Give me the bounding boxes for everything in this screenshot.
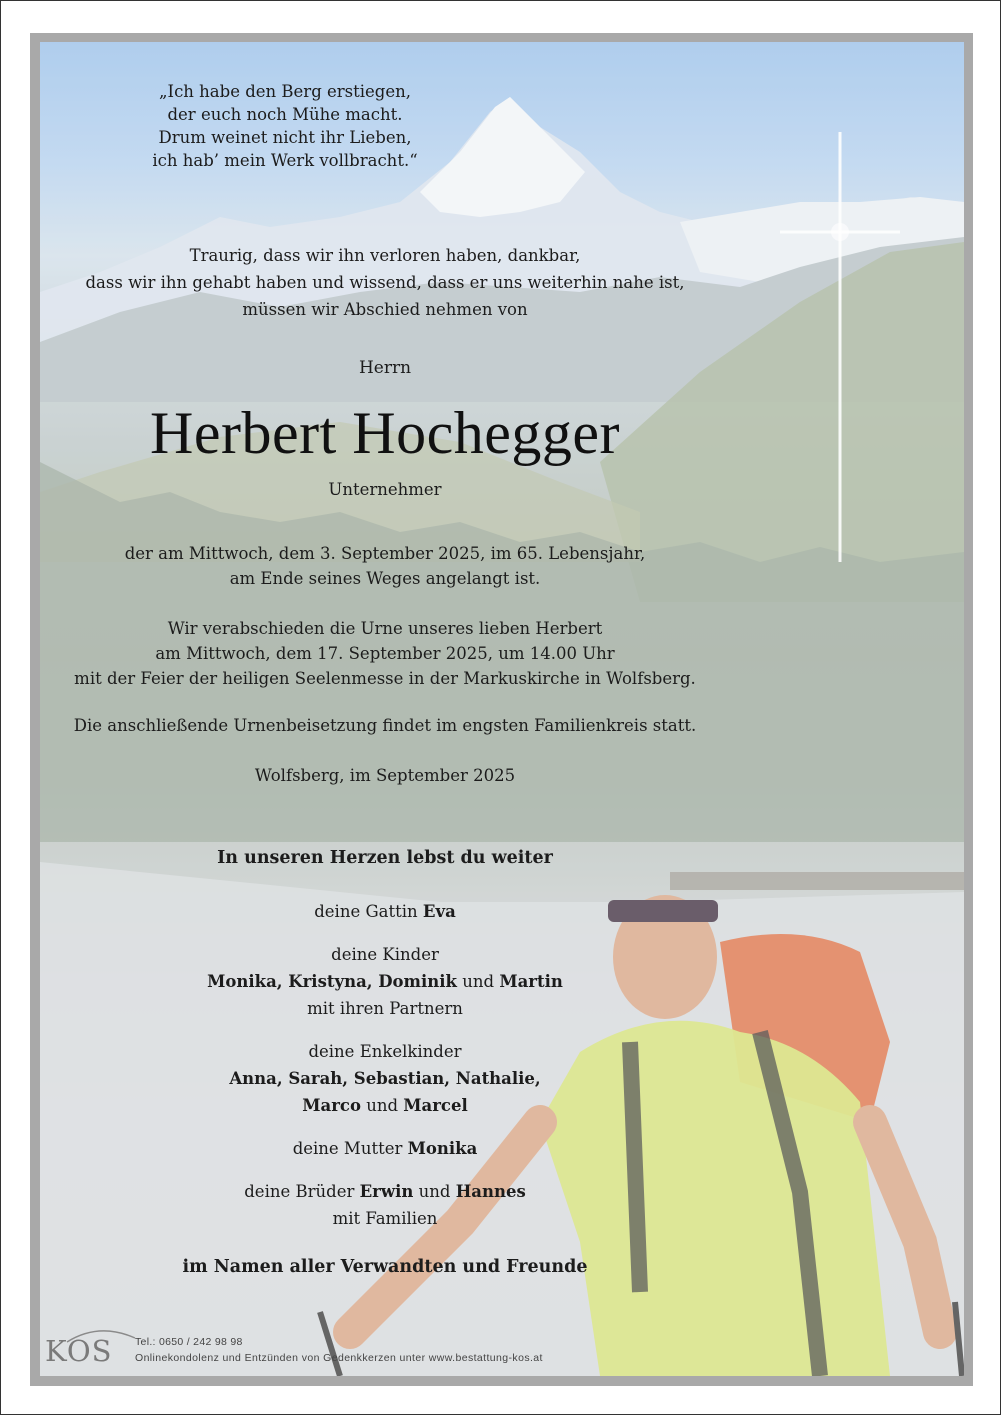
notice-panel xyxy=(40,42,964,1376)
death-notice xyxy=(40,541,730,591)
footer xyxy=(45,1332,605,1372)
deceased-name: Herbert Hochegger xyxy=(150,400,620,466)
burial-notice: Die anschließende Urnenbeisetzung findet im engsten Familienkreis statt. xyxy=(73,716,697,735)
grandchildren-label: deine Enkelkinder xyxy=(308,1042,462,1061)
grandchildren-and: und xyxy=(366,1096,399,1115)
brothers-prefix: deine Brüder xyxy=(244,1182,355,1201)
children-names-2: Martin xyxy=(499,972,563,991)
wife-name: Eva xyxy=(422,902,456,921)
brothers-line xyxy=(40,1178,730,1205)
place-date: Wolfsberg, im September 2025 xyxy=(254,766,516,785)
intro-line: dass wir ihn gehabt haben und wissend, dass er uns weiterhin nahe ist, xyxy=(85,273,685,292)
children-and: und xyxy=(462,972,495,991)
funeral-line: mit der Feier der heiligen Seelenmesse in der Markuskirche in Wolfsberg. xyxy=(74,669,696,688)
funeral-notice xyxy=(40,616,730,691)
brothers-and: und xyxy=(418,1182,451,1201)
brothers-suffix: mit Familien xyxy=(332,1209,438,1228)
mourner-brothers xyxy=(40,1178,730,1232)
intro-line: müssen wir Abschied nehmen von xyxy=(242,300,528,319)
closing-line: im Namen aller Verwandten und Freunde xyxy=(182,1257,588,1277)
mourner-grandchildren xyxy=(40,1038,730,1119)
quote-line: der euch noch Mühe macht. xyxy=(167,105,403,124)
mother-prefix: deine Mutter xyxy=(292,1139,403,1158)
profession: Unternehmer xyxy=(328,480,442,499)
brother-name-b: Hannes xyxy=(455,1182,526,1201)
death-line: der am Mittwoch, dem 3. September 2025, im 65. Lebensjahr, xyxy=(124,544,646,563)
children-label: deine Kinder xyxy=(331,945,439,964)
mourner-mother xyxy=(40,1135,730,1162)
footer-phone: Tel.: 0650 / 242 98 98 xyxy=(135,1336,243,1348)
footer-web: Onlinekondolenz und Entzünden von Gedenkkerzen unter www.bestattung-kos.at xyxy=(135,1352,543,1364)
mourners-title: In unseren Herzen lebst du weiter xyxy=(217,848,553,868)
quote-line: „Ich habe den Berg erstiegen, xyxy=(159,82,411,101)
death-line: am Ende seines Weges angelangt ist. xyxy=(229,569,541,588)
mother-name: Monika xyxy=(407,1139,478,1158)
grandchild-name-b: Marcel xyxy=(403,1096,468,1115)
intro-text xyxy=(40,242,730,323)
mourner-wife xyxy=(40,898,730,925)
children-suffix: mit ihren Partnern xyxy=(307,999,463,1018)
salutation: Herrn xyxy=(358,358,412,378)
mourner-children xyxy=(40,941,730,1022)
mourners-list xyxy=(40,898,730,1248)
quote-poem xyxy=(100,80,470,172)
brother-name-a: Erwin xyxy=(359,1182,414,1201)
grandchildren-line1: Anna, Sarah, Sebastian, Nathalie, xyxy=(229,1069,541,1088)
children-names xyxy=(40,968,730,995)
kos-logo: KOS xyxy=(45,1334,113,1368)
quote-line: Drum weinet nicht ihr Lieben, xyxy=(158,128,412,147)
grandchild-name-a: Marco xyxy=(302,1096,361,1115)
grandchildren-line2 xyxy=(40,1092,730,1119)
children-names-1: Monika, Kristyna, Dominik xyxy=(207,972,457,991)
wife-prefix: deine Gattin xyxy=(314,902,418,921)
quote-line: ich hab’ mein Werk vollbracht.“ xyxy=(152,151,418,170)
intro-line: Traurig, dass wir ihn verloren haben, dankbar, xyxy=(189,246,581,265)
funeral-line: Wir verabschieden die Urne unseres lieben Herbert xyxy=(167,619,603,638)
funeral-line: am Mittwoch, dem 17. September 2025, um 14.00 Uhr xyxy=(155,644,615,663)
